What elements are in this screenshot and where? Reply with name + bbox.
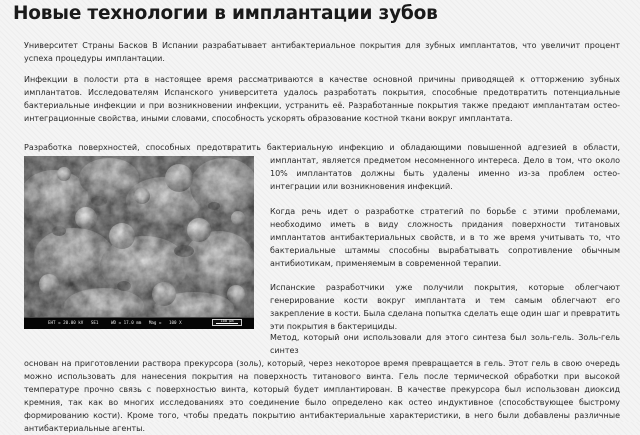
paragraph-sol-gel-first-line: Метод, который они использовали для этого синтеза был золь-гель. Золь-гель синтез xyxy=(270,333,620,355)
sem-scale-line xyxy=(216,323,238,324)
sem-micrograph-image xyxy=(24,156,254,329)
paragraph-strategies: Когда речь идет о разработке стратегий по борьбе с этими проблемами, необходимо иметь в виду сложность придания поверхности титановых имплантатов антибактериальных свойств, и в то же время учитывать то, что бактериальные штаммы способны вырабатывать сопротивление обычным антибиотикам, применяемым в современной терапии. xyxy=(270,207,620,268)
sem-scale-label: 100 µm xyxy=(220,319,234,323)
paragraph-infections: Инфекции в полости рта в настоящее время рассматриваются в качестве основной причины приводящей к отторжению зубных имплантатов. Исследователям Испанского университета удалось разработать покрытия, способные предотвратить потенциальные бактериальные инфекции и при возникновении инфекции, устранить её. Разработанные покрытия также предают имплантатам остео-интеграционные свойства, иными словами, способность ускорять образование костной ткани вокруг имплантата. xyxy=(24,75,620,123)
paragraph-sol-gel-rest: основан на приготовлении раствора прекурсора (золь), который, через некоторое время превращается в гель. Этот гель в свою очередь можно использовать для нанесения покрытия на поверхность титанового винта. Гель после термической обработки при высокой температуре прочно связь с поверхностью винта, который будет имплантирован. В качестве прекурсора был использован диоксид кремния, так как во многих исследованиях это соединение было определено как остео индуктивное (способствующее быстрому формированию кости). Кроме того, чтобы предать покрытию антибактериальные характеристики, в него были добавлены различные антибактериальные агенты. xyxy=(24,359,620,433)
paragraph-spanish-developers: Испанские разработчики уже получили покрытия, которые облегчают генерирование кости вокруг имплантата и тем самым облегчают его закрепление в кости. Была сделана попытка сделать еще один шаг и превратить эти покрытия в бактерициды. xyxy=(270,283,620,331)
sem-texture-graphic xyxy=(24,156,254,318)
paragraph-surfaces-rest: имплантат, является предметом несомненного интереса. Дело в том, что около 10% имплантатов должны быть удалены именно из-за проблем остео-интеграции или возникновения инфекций. xyxy=(270,156,620,191)
paragraph-sol-gel xyxy=(24,331,620,435)
paragraph-intro: Университет Страны Басков В Испании разрабатывает антибактериальное покрытия для зубных имплантатов, что увеличит процент успеха процедуры имплантации. xyxy=(24,41,620,63)
sem-info-bar xyxy=(24,317,254,329)
sem-scale-bar xyxy=(212,319,242,326)
sem-info-text: EHT = 20.00 kV SE1 WD = 17.0 mm Mag = 100 X xyxy=(48,320,182,325)
article-title: Новые технологии в имплантации зубов xyxy=(13,3,438,24)
paragraph-surfaces-first-line: Разработка поверхностей, способных предотвратить бактериальную инфекцию и обладающими повышенной адгезией в области, xyxy=(24,143,620,152)
